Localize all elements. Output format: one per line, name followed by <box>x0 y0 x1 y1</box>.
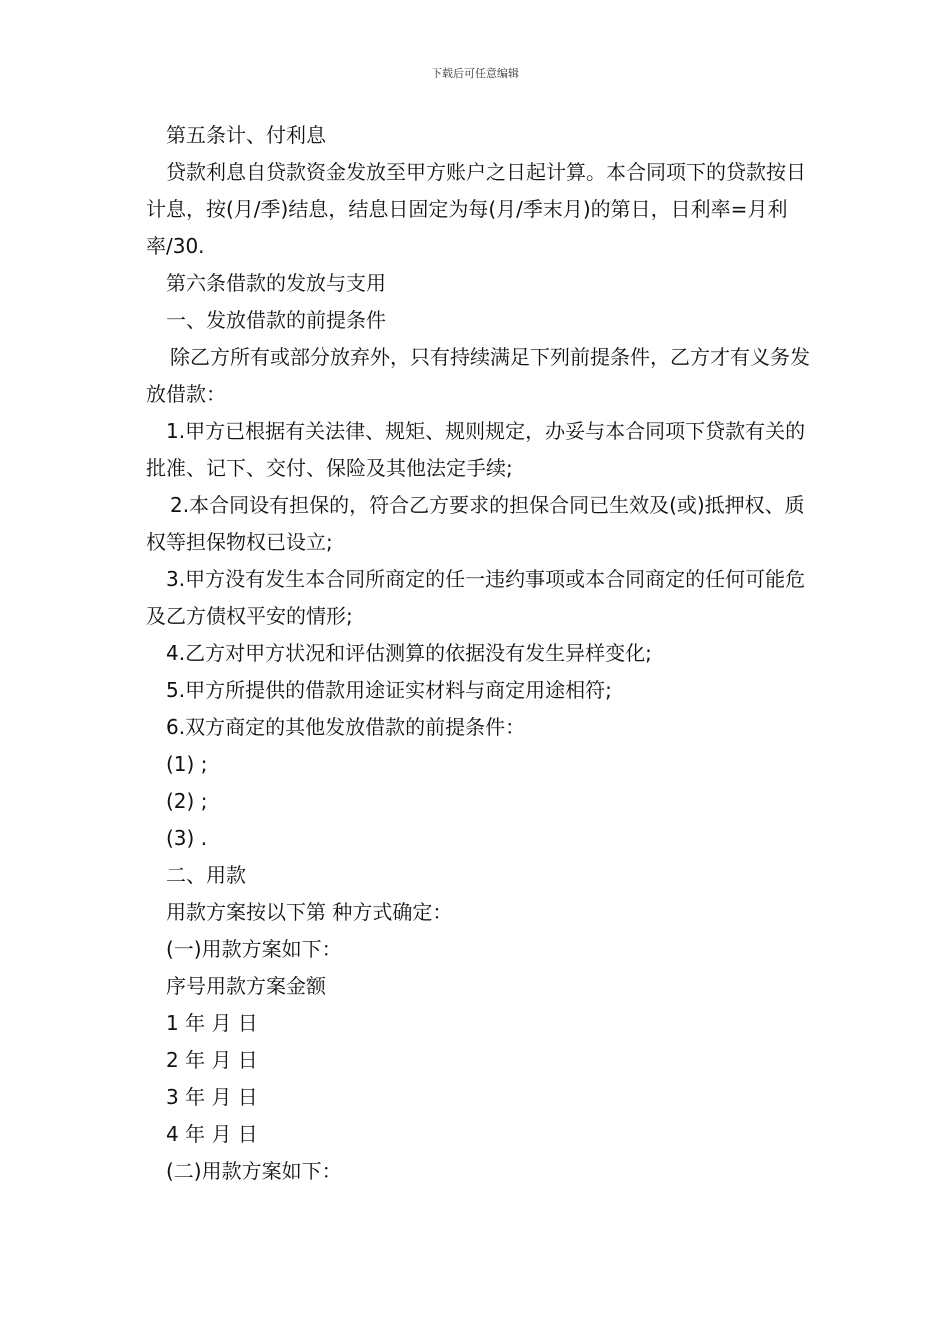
section-1-title: 一、发放借款的前提条件 <box>166 308 386 332</box>
section-2-title: 二、用款 <box>166 863 246 887</box>
precondition-item-5: 5.甲方所提供的借款用途证实材料与商定用途相符; <box>166 678 612 702</box>
document-body <box>146 117 816 1190</box>
usage-plan-row-2: 2 年 月 日 <box>166 1048 258 1072</box>
preconditions-intro-paragraph: 除乙方所有或部分放弃外，只有持续满足下列前提条件，乙方才有义务发放借款： <box>146 345 810 406</box>
sub-condition-1: (1) ; <box>166 752 208 776</box>
precondition-item-1: 1.甲方已根据有关法律、规矩、规则规定，办妥与本合同项下贷款有关的批准、记下、交付、保险及其他法定手续; <box>146 419 806 480</box>
interest-calculation-paragraph: 贷款利息自贷款资金发放至甲方账户之日起计算。本合同项下的贷款按日计息，按(月/季)结息，结息日固定为每(月/季末月)的第日，日利率=月利率/30. <box>146 160 806 258</box>
page-header: 下载后可任意编辑 <box>431 67 519 80</box>
usage-plan-row-1: 1 年 月 日 <box>166 1011 258 1035</box>
precondition-item-3: 3.甲方没有发生本合同所商定的任一违约事项或本合同商定的任何可能危及乙方债权平安的情形; <box>146 567 806 628</box>
usage-plan-method-line: 用款方案按以下第 种方式确定： <box>166 900 453 924</box>
precondition-item-6: 6.双方商定的其他发放借款的前提条件： <box>166 715 526 739</box>
article-6-title: 第六条借款的发放与支用 <box>166 271 386 295</box>
precondition-item-4: 4.乙方对甲方状况和评估测算的依据没有发生异样变化; <box>166 641 652 665</box>
sub-condition-2: (2) ; <box>166 789 208 813</box>
usage-plan-table-header: 序号用款方案金额 <box>166 974 326 998</box>
usage-plan-row-3: 3 年 月 日 <box>166 1085 258 1109</box>
precondition-item-2: 2.本合同设有担保的，符合乙方要求的担保合同已生效及(或)抵押权、质权等担保物权已设立; <box>146 493 805 554</box>
usage-plan-1-title: (一)用款方案如下： <box>166 937 342 961</box>
sub-condition-3: (3) . <box>166 826 208 850</box>
article-5-title: 第五条计、付利息 <box>166 123 326 147</box>
usage-plan-row-4: 4 年 月 日 <box>166 1122 258 1146</box>
usage-plan-2-title: (二)用款方案如下： <box>166 1159 342 1183</box>
